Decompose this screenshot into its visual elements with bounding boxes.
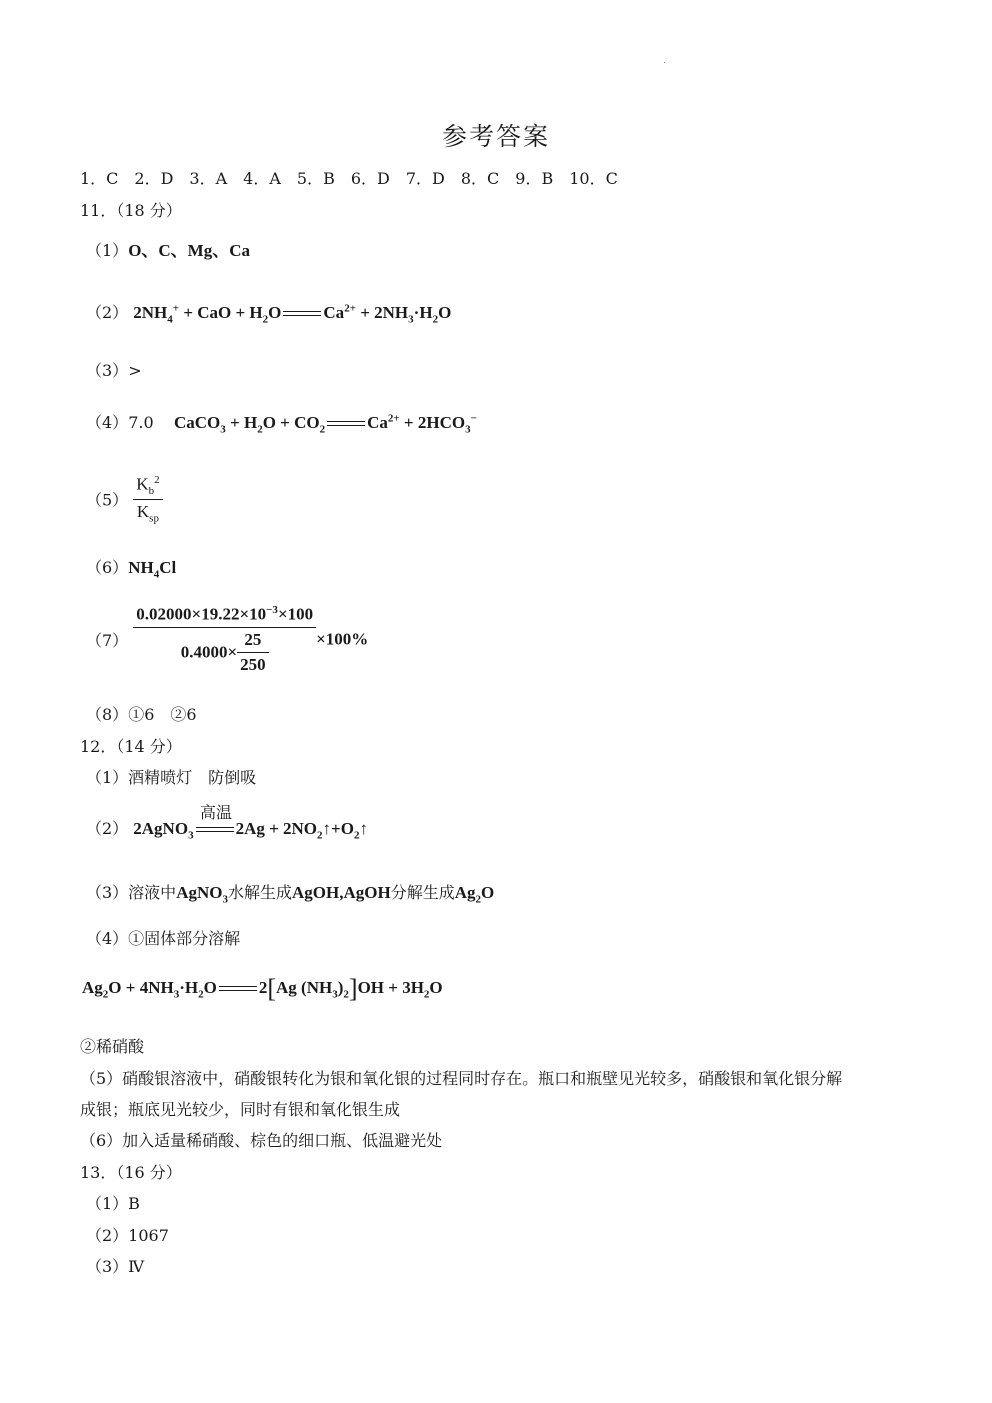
q11-p7-numerator: 0.02000×19.22×10 — [136, 604, 267, 624]
q12-part4-2: ②稀硝酸 — [80, 1037, 145, 1056]
q12-p3-c: 分解生成 — [390, 883, 455, 902]
q11-p7-inner-fraction — [237, 630, 269, 675]
q12-p2-label: （2） — [86, 819, 129, 838]
q11-part7 — [86, 604, 368, 675]
q12-part5-line2: 成银；瓶底见光较少，同时有银和氧化银生成 — [80, 1100, 401, 1119]
q11-p8-answer: ①6 ②6 — [128, 705, 197, 724]
q11-p7-tail: ×100% — [316, 629, 369, 649]
q11-p3-answer: > — [128, 361, 142, 380]
q11-part2 — [86, 300, 451, 325]
q11-part1 — [86, 236, 250, 261]
q12-p3-b: 水解生成 — [227, 883, 292, 902]
q11-p1-answer: O、C、Mg、Ca — [128, 241, 251, 260]
q11-p2-label: （2） — [86, 303, 129, 322]
q11-part3 — [86, 358, 142, 381]
q12-part6: （6）加入适量稀硝酸、棕色的细口瓶、低温避光处 — [80, 1131, 443, 1150]
q12-p4-equation: $Ag_2O + 4NH_3\cdot H_2O$ 2[Ag $(NH_3)_2]OH + 3H_2O$ — [82, 974, 443, 1003]
q11-p7-denominator: 0.4000× — [180, 642, 238, 662]
mc-answers: 1．C 2．D 3．A 4．A 5．B 6．D 7．D 8．C 9．B 10．C — [80, 169, 618, 188]
q13-part2: （2）1067 — [86, 1226, 169, 1245]
q12-part3: （3）溶液中AgNO$_3$水解生成AgOH,AgOH分解生成$Ag_2O$ — [86, 883, 495, 906]
q11-p7-inner-num: 25 — [237, 630, 269, 653]
q12-part1: （1）酒精喷灯 防倒吸 — [86, 768, 257, 787]
q11-p4-label: （4） — [86, 413, 129, 432]
q11-part8 — [86, 702, 197, 725]
q13-part1: （1）B — [86, 1194, 140, 1213]
q11-p2-equation: $2NH_4^+$ + CaO + $H_2O$ $Ca^{2+} + 2NH_3\cdot H_2O$ — [133, 302, 452, 326]
q11-p4-value: 7.0 — [128, 413, 154, 432]
q11-p1-label: （1） — [86, 241, 129, 260]
q11-p3-label: （3） — [86, 361, 129, 380]
q12-p2-condition: 高温 — [200, 803, 233, 822]
q12-p2-equation: 2AgNO$_3$ $2Ag + 2NO_2↑+O_2↑$ — [133, 819, 368, 842]
q12-part4: （4）①固体部分溶解 — [86, 929, 241, 948]
q12-header: 12．（14 分） — [80, 737, 182, 756]
q11-p5-fraction: $\frac{K_b^2}{K_{sp}}$ — [133, 474, 162, 524]
equals-sign — [327, 419, 365, 429]
equals-sign — [283, 309, 321, 319]
q11-p7-label: （7） — [86, 630, 129, 650]
q11-p6-answer: $NH_4Cl$ — [128, 558, 177, 581]
q11-p7-inner-den: 250 — [240, 654, 266, 674]
q11-p4-equation: CaCO$_3$ + $H_2O + CO_2$ $Ca^{2+} + 2HCO_3^-$ — [173, 412, 477, 436]
q11-p8-label: （8） — [86, 705, 129, 724]
page-title: 参考答案 — [441, 122, 550, 151]
q13-header: 13．（16 分） — [80, 1163, 182, 1182]
q11-p5-label: （5） — [86, 490, 129, 510]
q11-p7-fraction — [133, 604, 316, 675]
q11-part4 — [86, 410, 477, 435]
q11-p6-label: （6） — [86, 558, 129, 577]
q11-part6 — [86, 555, 176, 580]
q11-part5 — [86, 474, 163, 524]
q11-p7-exponent: −3 — [266, 604, 278, 616]
q13-part3: （3）Ⅳ — [86, 1257, 145, 1276]
equals-sign — [196, 825, 234, 835]
q11-header: 11．（18 分） — [80, 201, 182, 220]
q11-p7-numerator-tail: ×100 — [277, 604, 314, 624]
q12-part5-line1: （5）硝酸银溶液中，硝酸银转化为银和氧化银的过程同时存在。瓶口和瓶壁见光较多，硝酸银和氧化银分解 — [80, 1069, 843, 1088]
equals-sign — [219, 984, 257, 994]
page-speck — [664, 62, 665, 63]
q12-p3-a: （3）溶液中 — [86, 883, 177, 902]
